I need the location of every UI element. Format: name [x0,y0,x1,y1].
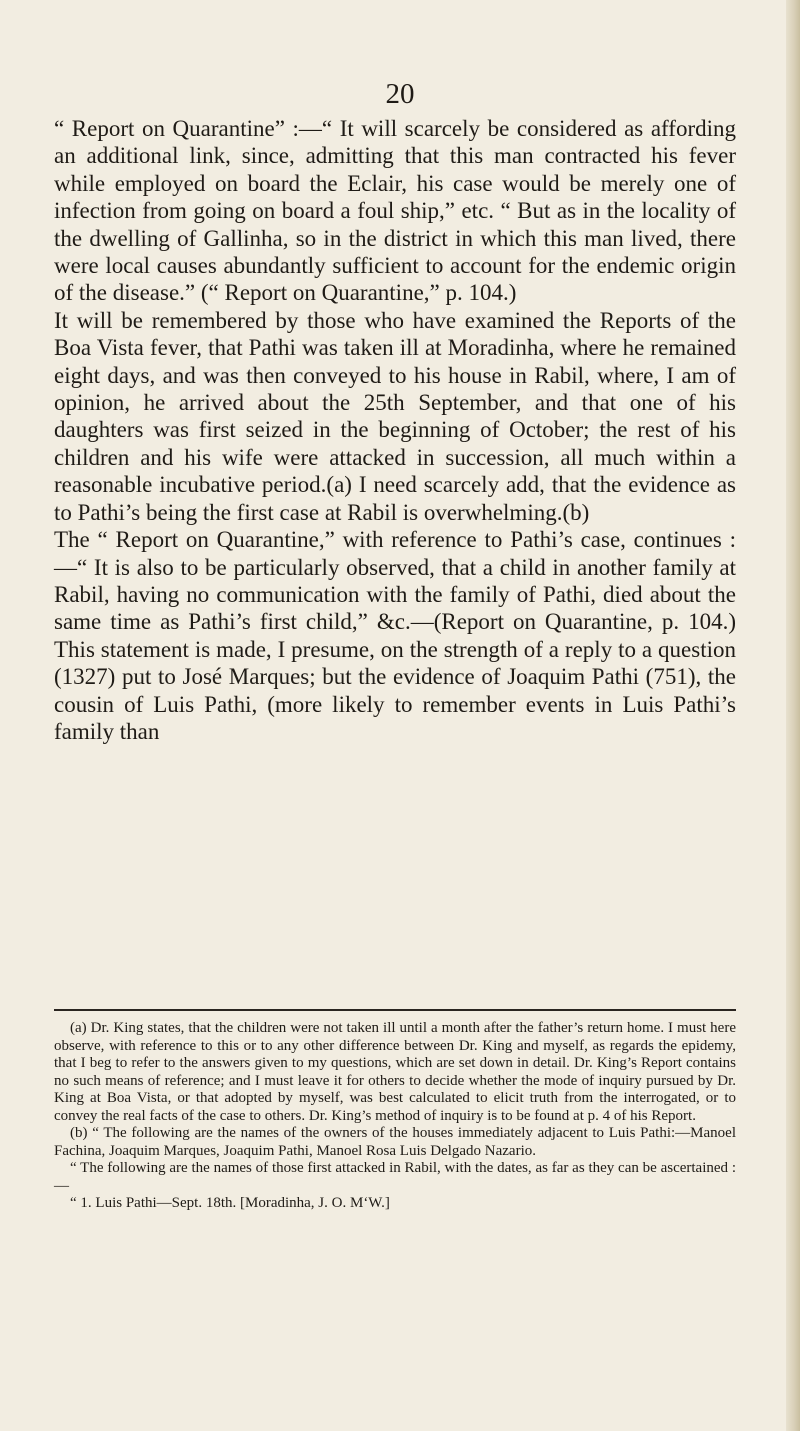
footnote-a: (a) Dr. King states, that the children were not taken ill until a month after the father’s return home. I must here observe, with reference to this or to any other difference between Dr. King and myself, as regards the epidemy, that I beg to refer to the answers given to my questions, which are set down in detail. Dr. King’s Report contains no such means of reference; and I must leave it for others to decide whether the mode of inquiry pursued by Dr. King at Boa Vista, or that adopted by myself, was best calculated to elicit truth from the interrogated, or to convey the real facts of the case to others. Dr. King’s method of inquiry is to be found at p. 4 of his Report. [54,1020,736,1124]
page-number: 20 [385,78,415,110]
paragraph-quarantine-quote: “ Report on Quarantine” :—“ It will scarcely be considered as affording an additional link, since, admitting that this man contracted his fever while employed on board the Eclair, his case would be merely one of infection from going on board a foul ship,” etc. “ But as in the locality of the dwelling of Gallinha, so in the district in which this man lived, there were local causes abundantly sufficient to account for the endemic origin of the disease.” (“ Report on Quarantine,” p. 104.) [54,116,736,306]
footnotes [54,1020,736,1213]
paragraph-report-continues: The “ Report on Quarantine,” with reference to Pathi’s case, continues :—“ It is also to be particularly observed, that a child in another family at Rabil, having no communication with the family of Pathi, died about the same time as Pathi’s first child,” &c.—(Report on Quarantine, p. 104.) This statement is made, I presume, on the strength of a reply to a question (1327) put to José Marques; but the evidence of Joaquim Pathi (751), the cousin of Luis Pathi, (more likely to remember events in Luis Pathi’s family than [54,527,736,744]
footnote-divider [54,1009,736,1011]
paragraph-pathi-illness: It will be remembered by those who have examined the Reports of the Boa Vista fever, that Pathi was taken ill at Moradinha, where he remained eight days, and was then conveyed to his house in Rabil, where, I am of opinion, he arrived about the 25th September, and that one of his daughters was first seized in the beginning of October; the rest of his children and his wife were attacked in succession, all much within a reasonable incubative period.(a) I need scarcely add, that the evidence as to Pathi’s being the first case at Rabil is overwhelming.(b) [54,307,736,525]
page-edge-shadow [786,0,800,1431]
footnote-b-continued: “ The following are the names of those first attacked in Rabil, with the dates, as far as they can be ascertained :— [54,1160,736,1194]
body-text [54,115,736,745]
footnote-b-list-item: “ 1. Luis Pathi—Sept. 18th. [Moradinha, J. O. M‘W.] [70,1195,390,1211]
footnote-b: (b) “ The following are the names of the owners of the houses immediately adjacent to Luis Pathi:—Manoel Fachina, Joaquim Marques, Joaquim Pathi, Manoel Rosa Luis Delgado Nazario. [54,1125,736,1159]
